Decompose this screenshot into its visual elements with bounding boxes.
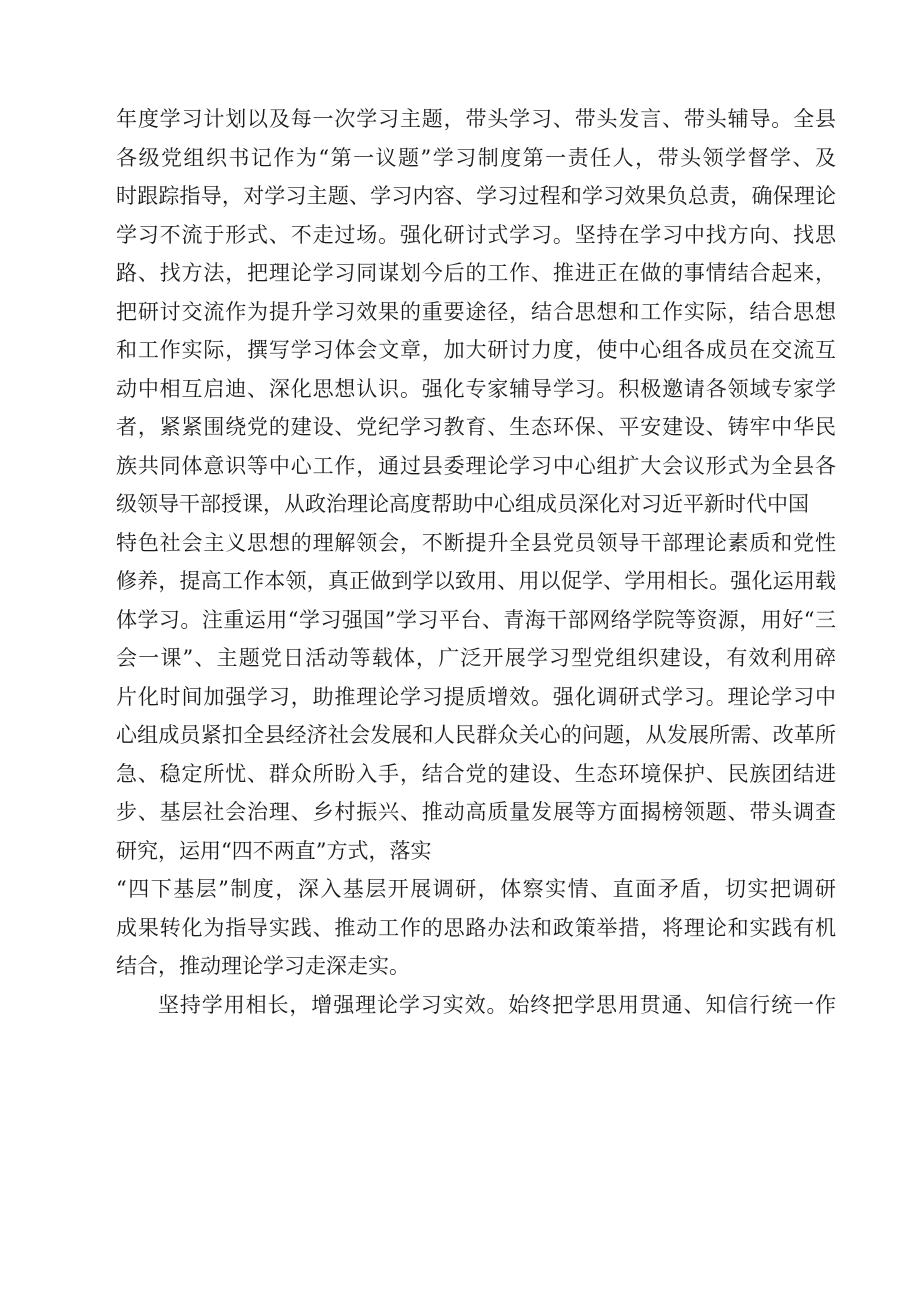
text-line-1: 年度学习计划以及每一次学习主题，带头学习、带头发言、带头辅导。全县 <box>116 107 836 131</box>
text-line-8: 动中相互启迪、深化思想认识。强化专家辅导学习。积极邀请各领域专家学 <box>116 376 836 401</box>
text-line-10: 族共同体意识等中心工作，通过县委理论学习中心组扩大会议形式为全县各 <box>116 453 836 478</box>
text-line-5: 路、找方法，把理论学习同谋划今后的工作、推进正在做的事情结合起来， <box>116 261 836 285</box>
text-line-19: 步、基层社会治理、乡村振兴、推动高质量发展等方面揭榜领题、带头调查 <box>116 800 836 824</box>
text-line-22: 成果转化为指导实践、推动工作的思路办法和政策举措，将理论和实践有机 <box>116 915 836 940</box>
text-line-18: 急、稳定所忧、群众所盼入手，结合党的建设、生态环境保护、民族团结进 <box>116 761 836 786</box>
text-line-7: 和工作实际，撰写学习体会文章，加大研讨力度，使中心组各成员在交流互 <box>116 338 836 362</box>
text-line-13: 修养，提高工作本领，真正做到学以致用、用以促学、学用相长。强化运用载 <box>116 569 836 593</box>
text-line-21: “四下基层”制度，深入基层开展调研，体察实情、直面矛盾，切实把调研 <box>116 877 836 901</box>
text-line-3: 时跟踪指导，对学习主题、学习内容、学习过程和学习效果负总责，确保理论 <box>116 184 836 208</box>
body-text <box>116 100 836 1024</box>
text-line-6: 把研讨交流作为提升学习效果的重要途径，结合思想和工作实际，结合思想 <box>116 299 836 324</box>
text-line-15: 会一课”、主题党日活动等载体，广泛开展学习型党组织建设，有效利用碎 <box>116 646 836 670</box>
text-line-11: 级领导干部授课，从政治理论高度帮助中心组成员深化对习近平新时代中国 <box>116 492 809 516</box>
text-line-16: 片化时间加强学习，助推理论学习提质增效。强化调研式学习。理论学习中 <box>116 684 836 709</box>
text-line-17: 心组成员紧扣全县经济社会发展和人民群众关心的问题，从发展所需、改革所 <box>116 723 836 747</box>
text-line-20: 研究，运用“四不两直”方式，落实 <box>116 838 432 863</box>
text-line-24: 坚持学用相长，增强理论学习实效。始终把学思用贯通、知信行统一作 <box>158 992 836 1017</box>
text-line-12: 特色社会主义思想的理解领会，不断提升全县党员领导干部理论素质和党性 <box>116 530 836 555</box>
text-line-14: 体学习。注重运用“学习强国”学习平台、青海干部网络学院等资源，用好“三 <box>116 607 836 632</box>
text-line-2: 各级党组织书记作为“第一议题”学习制度第一责任人，带头领学督学、及 <box>116 145 836 170</box>
text-line-23: 结合，推动理论学习走深走实。 <box>116 954 410 978</box>
text-line-9: 者，紧紧围绕党的建设、党纪学习教育、生态环保、平安建设、铸牢中华民 <box>116 415 836 439</box>
text-line-4: 学习不流于形式、不走过场。强化研讨式学习。坚持在学习中找方向、找思 <box>116 222 836 247</box>
